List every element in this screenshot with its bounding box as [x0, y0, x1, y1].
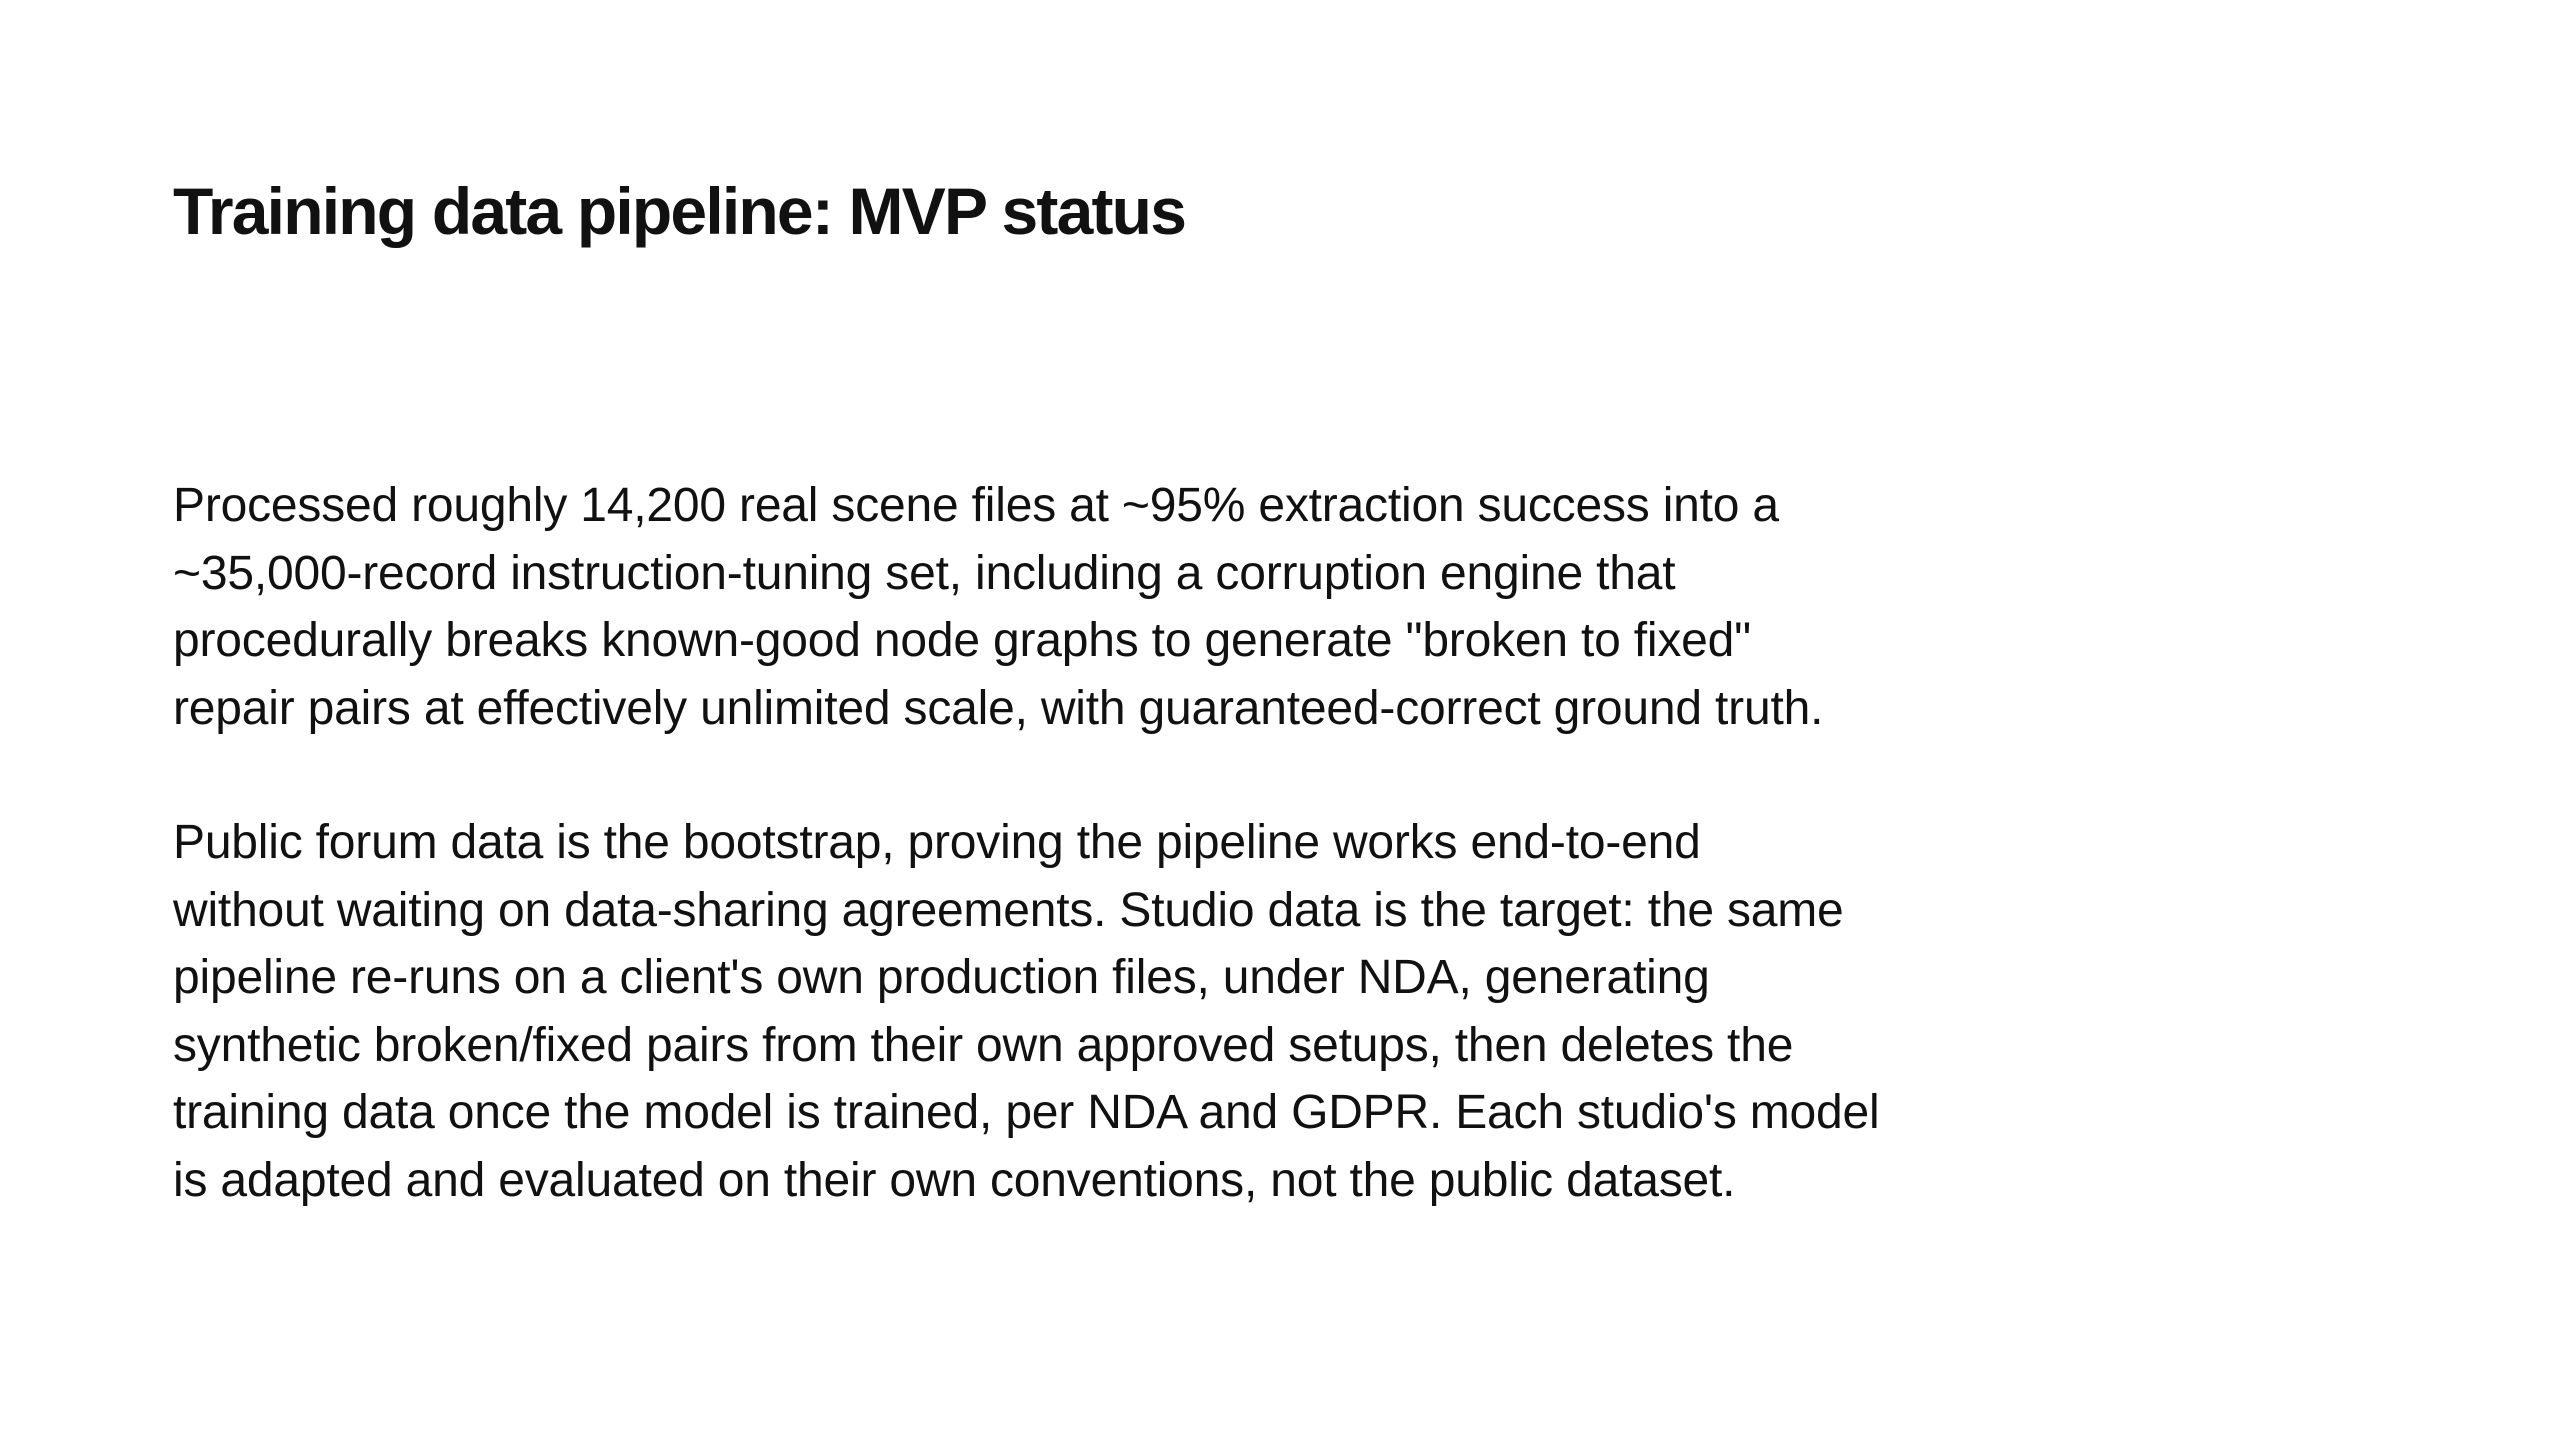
text-line: is adapted and evaluated on their own conventions, not the public dataset. — [173, 1153, 1736, 1207]
text-line: without waiting on data-sharing agreements. Studio data is the target: the same — [173, 883, 1844, 937]
text-line: procedurally breaks known-good node graphs to generate "broken to fixed" — [173, 614, 1752, 667]
paragraph-data-strategy — [173, 809, 2043, 1214]
text-line: ~35,000-record instruction-tuning set, including a corruption engine that — [173, 546, 1676, 600]
paragraph-pipeline-results — [173, 472, 2043, 742]
text-line: Processed roughly 14,200 real scene files at ~95% extraction success into a — [173, 479, 1779, 532]
text-line: training data once the model is trained, per NDA and GDPR. Each studio's model — [173, 1086, 1880, 1139]
text-line: pipeline re-runs on a client's own production files, under NDA, generating — [173, 951, 1710, 1004]
text-line: synthetic broken/fixed pairs from their own approved setups, then deletes the — [173, 1018, 1794, 1072]
text-line: Public forum data is the bootstrap, proving the pipeline works end-to-end — [173, 816, 1701, 869]
text-line: repair pairs at effectively unlimited scale, with guaranteed-correct ground truth. — [173, 681, 1824, 735]
slide-body — [173, 472, 2043, 1214]
slide-title: Training data pipeline: MVP status — [173, 174, 1186, 248]
